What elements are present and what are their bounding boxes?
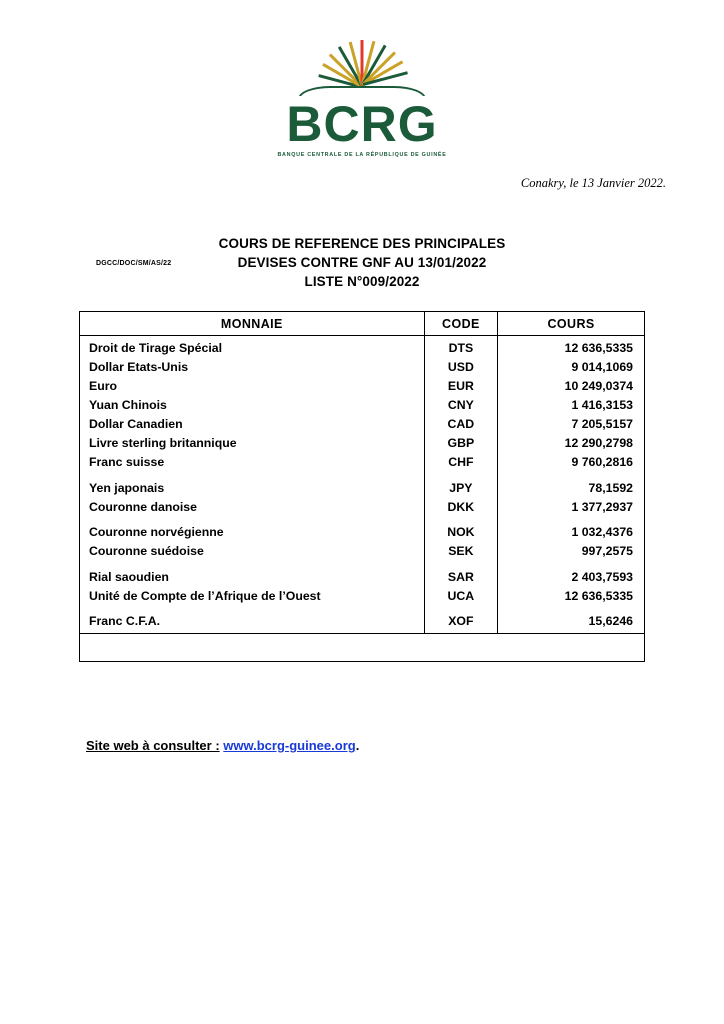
column-header-rate: COURS — [498, 312, 645, 336]
currency-rate: 12 636,5335 — [498, 336, 645, 358]
date-line: Conakry, le 13 Janvier 2022. — [520, 176, 666, 190]
table-footer-space — [79, 634, 645, 662]
bcrg-logo — [0, 38, 724, 158]
table-row — [80, 434, 645, 453]
table-row — [80, 586, 645, 605]
table-row — [80, 453, 645, 472]
table-row — [80, 497, 645, 516]
currency-code: SAR — [424, 561, 497, 587]
table-row — [80, 516, 645, 542]
currency-code: UCA — [424, 586, 497, 605]
page-title — [0, 234, 724, 291]
currency-code: DKK — [424, 497, 497, 516]
currency-rate: 15,6246 — [498, 605, 645, 634]
currency-rate: 1 416,3153 — [498, 396, 645, 415]
currency-name: Dollar Canadien — [80, 415, 425, 434]
table-row — [80, 396, 645, 415]
logo-tagline: BANQUE CENTRALE DE LA RÉPUBLIQUE DE GUINÉE — [277, 151, 447, 158]
currency-rate: 12 290,2798 — [498, 434, 645, 453]
website-label: Site web à consulter : — [86, 738, 220, 753]
title-line-3: LISTE N°009/2022 — [304, 274, 420, 289]
reference-code: DGCC/DOC/SM/AS/22 — [96, 260, 172, 267]
column-header-currency: MONNAIE — [80, 312, 425, 336]
table-header-row — [80, 312, 645, 336]
table-row — [80, 561, 645, 587]
currency-name: Droit de Tirage Spécial — [80, 336, 425, 358]
title-line-2: DEVISES CONTRE GNF AU 13/01/2022 — [237, 255, 487, 270]
logo-wordmark: BCRG — [286, 96, 438, 152]
currency-name: Couronne norvégienne — [80, 516, 425, 542]
table-row — [80, 358, 645, 377]
currency-rate: 9 760,2816 — [498, 453, 645, 472]
currency-name: Rial saoudien — [80, 561, 425, 587]
currency-name: Couronne danoise — [80, 497, 425, 516]
currency-rate: 1 377,2937 — [498, 497, 645, 516]
currency-name: Yen japonais — [80, 472, 425, 498]
currency-rate: 997,2575 — [498, 542, 645, 561]
currency-code: DTS — [424, 336, 497, 358]
currency-rate: 9 014,1069 — [498, 358, 645, 377]
website-link[interactable]: www.bcrg-guinee.org — [223, 738, 356, 753]
currency-rate: 1 032,4376 — [498, 516, 645, 542]
currency-rate: 2 403,7593 — [498, 561, 645, 587]
title-line-1: COURS DE REFERENCE DES PRINCIPALES — [218, 236, 506, 251]
footer-period: . — [355, 738, 360, 753]
column-header-code: CODE — [424, 312, 497, 336]
currency-name: Dollar Etats-Unis — [80, 358, 425, 377]
currency-code: CAD — [424, 415, 497, 434]
currency-code: CNY — [424, 396, 497, 415]
website-footer — [86, 738, 359, 753]
currency-code: EUR — [424, 377, 497, 396]
table-row — [80, 472, 645, 498]
currency-name: Unité de Compte de l’Afrique de l’Ouest — [80, 586, 425, 605]
currency-name: Yuan Chinois — [80, 396, 425, 415]
currency-rate: 10 249,0374 — [498, 377, 645, 396]
currency-code: JPY — [424, 472, 497, 498]
currency-name: Franc C.F.A. — [80, 605, 425, 634]
currency-rate: 7 205,5157 — [498, 415, 645, 434]
currency-name: Euro — [80, 377, 425, 396]
currency-rate: 12 636,5335 — [498, 586, 645, 605]
table-row — [80, 542, 645, 561]
currency-code: GBP — [424, 434, 497, 453]
currency-name: Franc suisse — [80, 453, 425, 472]
currency-code: USD — [424, 358, 497, 377]
currency-code: CHF — [424, 453, 497, 472]
table-row — [80, 415, 645, 434]
currency-code: SEK — [424, 542, 497, 561]
table-row — [80, 336, 645, 358]
currency-code: NOK — [424, 516, 497, 542]
currency-rate: 78,1592 — [498, 472, 645, 498]
currency-code: XOF — [424, 605, 497, 634]
currency-name: Livre sterling britannique — [80, 434, 425, 453]
table-row — [80, 377, 645, 396]
logo-arc — [296, 86, 428, 96]
currency-name: Couronne suédoise — [80, 542, 425, 561]
table-row — [80, 605, 645, 634]
sunburst-icon — [296, 38, 428, 86]
exchange-rates-table — [79, 311, 645, 662]
